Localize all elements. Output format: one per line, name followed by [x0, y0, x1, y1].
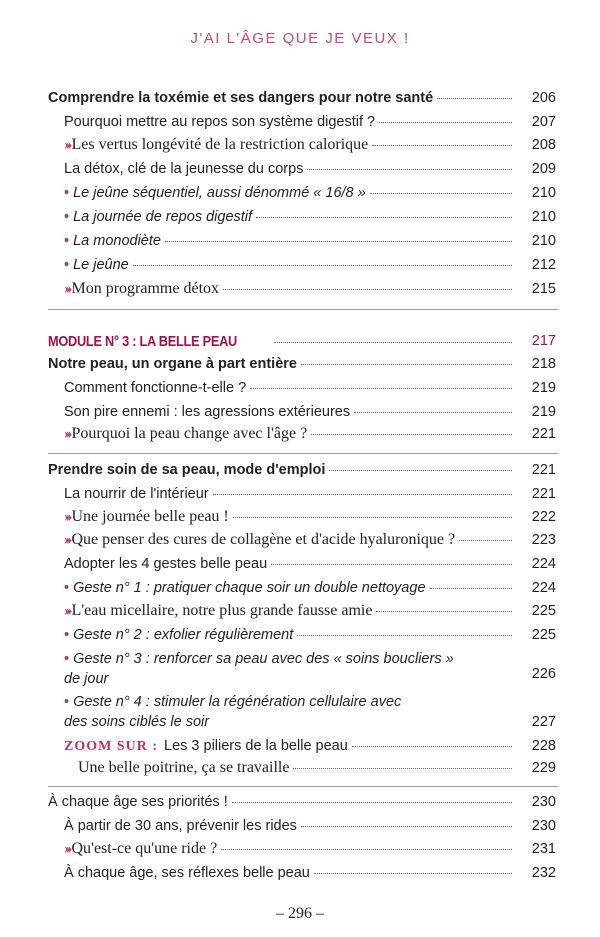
- toc-page-number: 215: [531, 281, 556, 297]
- section-divider: [48, 786, 558, 787]
- toc-entry[interactable]: [64, 161, 516, 177]
- toc-page-number: 210: [531, 233, 556, 249]
- toc-entry[interactable]: [64, 233, 516, 249]
- toc-entry[interactable]: [64, 486, 516, 502]
- page-number-footer: – 296 –: [276, 905, 324, 922]
- bullet-icon: •: [64, 209, 70, 225]
- toc-page-number: 219: [531, 404, 556, 420]
- toc-entry-title: À chaque âge ses priorités !: [48, 794, 228, 810]
- bullet-icon: •: [64, 185, 70, 201]
- toc-entry[interactable]: [64, 380, 516, 396]
- toc-page-number: 222: [531, 509, 556, 525]
- toc-entry-title: Les 3 piliers de la belle peau: [164, 738, 348, 754]
- toc-entry-title: Pourquoi la peau change avec l'âge ?: [71, 425, 308, 442]
- toc-page-number: 210: [531, 185, 556, 201]
- arrow-icon: ›››: [64, 841, 70, 857]
- section-divider: [48, 453, 558, 454]
- bullet-icon: •: [64, 257, 70, 273]
- toc-entry-module[interactable]: [48, 333, 516, 350]
- zoom-label: ZOOM SUR :: [64, 739, 158, 754]
- toc-entry-title: Pourquoi mettre au repos son système digestif ?: [64, 114, 376, 130]
- toc-entry-title: À partir de 30 ans, prévenir les rides: [64, 818, 297, 834]
- toc-entry-title: Geste n° 2 : exfolier régulièrement: [73, 627, 294, 643]
- toc-entry[interactable]: [64, 627, 516, 643]
- toc-page-number: 226: [531, 666, 556, 682]
- toc-entry[interactable]: [64, 280, 516, 298]
- toc-page-number: 209: [531, 161, 556, 177]
- section-divider: [48, 309, 558, 310]
- arrow-icon: ›››: [64, 509, 70, 525]
- toc-page-number: 229: [531, 760, 556, 776]
- toc-page-number: 230: [531, 794, 556, 810]
- toc-entry-title: À chaque âge, ses réflexes belle peau: [64, 865, 310, 881]
- bullet-icon: •: [64, 694, 70, 710]
- toc-entry-title: Une journée belle peau !: [71, 508, 229, 525]
- toc-page-number: 231: [531, 841, 556, 857]
- arrow-icon: ›››: [64, 426, 70, 442]
- toc-entry-title: La détox, clé de la jeunesse du corps: [64, 161, 304, 177]
- toc-entry-title: Le jeûne séquentiel, aussi dénommé « 16/8 »: [73, 185, 366, 201]
- toc-entry-title: Comment fonctionne-t-elle ?: [64, 380, 247, 396]
- toc-page-number: 206: [531, 90, 556, 106]
- bullet-icon: •: [64, 651, 70, 667]
- toc-page-number: 230: [531, 818, 556, 834]
- module-title: MODULE N° 3 : LA BELLE PEAU: [48, 333, 238, 350]
- toc-page-number: 207: [531, 114, 556, 130]
- toc-entry[interactable]: [78, 759, 516, 777]
- toc-page-number: 221: [531, 426, 556, 442]
- toc-entry-title: La journée de repos digestif: [73, 209, 253, 225]
- toc-entry-title-continued: des soins ciblés le soir: [64, 714, 210, 730]
- toc-entry[interactable]: [64, 818, 516, 834]
- toc-entry-title: Mon programme détox: [71, 280, 220, 297]
- toc-entry[interactable]: [64, 556, 516, 572]
- bullet-icon: •: [64, 233, 70, 249]
- toc-entry-title: Qu'est-ce qu'une ride ?: [71, 840, 218, 857]
- toc-page-number: 232: [531, 865, 556, 881]
- toc-entry[interactable]: [64, 738, 516, 755]
- toc-entry-title: Notre peau, un organe à part entière: [48, 356, 297, 372]
- toc-entry-title: La monodiète: [73, 233, 161, 249]
- toc-entry[interactable]: [64, 209, 516, 225]
- toc-entry[interactable]: [64, 185, 516, 201]
- toc-entry[interactable]: [48, 90, 516, 106]
- toc-page-number: 221: [531, 486, 556, 502]
- toc-page-number: 225: [531, 627, 556, 643]
- toc-page-number: 221: [531, 462, 556, 478]
- bullet-icon: •: [64, 580, 70, 596]
- toc-page-number: 225: [531, 603, 556, 619]
- toc-page-number: 224: [531, 556, 556, 572]
- toc-entry[interactable]: [64, 257, 516, 273]
- toc-page-number: 224: [531, 580, 556, 596]
- toc-entry[interactable]: [48, 462, 516, 478]
- toc-entry-title: La nourrir de l'intérieur: [64, 486, 209, 502]
- toc-entry-title: Les vertus longévité de la restriction calorique: [71, 136, 369, 153]
- toc-entry-title: Prendre soin de sa peau, mode d'emploi: [48, 462, 326, 478]
- toc-entry[interactable]: [64, 840, 516, 858]
- toc-entry[interactable]: [64, 865, 516, 881]
- toc-entry[interactable]: [64, 580, 516, 596]
- toc-page-number: 223: [531, 532, 556, 548]
- bullet-icon: •: [64, 627, 70, 643]
- arrow-icon: ›››: [64, 281, 70, 297]
- toc-entry-title: Une belle poitrine, ça se travaille: [78, 759, 290, 776]
- arrow-icon: ›››: [64, 603, 70, 619]
- toc-entry[interactable]: [64, 425, 516, 443]
- toc-page-number: 228: [531, 738, 556, 754]
- toc-entry-title: Son pire ennemi : les agressions extérieures: [64, 404, 351, 420]
- toc-entry[interactable]: [64, 114, 516, 130]
- toc-page-number: 210: [531, 209, 556, 225]
- toc-page-number: 212: [531, 257, 556, 273]
- toc-entry-continuation[interactable]: [64, 671, 516, 687]
- toc-entry-title-continued: de jour: [64, 671, 109, 687]
- toc-entry-title: Geste n° 4 : stimuler la régénération cellulaire avec: [73, 694, 402, 710]
- toc-entry[interactable]: [64, 531, 516, 549]
- toc-page-number: 227: [531, 714, 556, 730]
- arrow-icon: ›››: [64, 532, 70, 548]
- toc-entry-title: Geste n° 3 : renforcer sa peau avec des « soins boucliers »: [73, 651, 454, 667]
- toc-entry[interactable]: [64, 136, 516, 154]
- toc-page-number: 208: [531, 137, 556, 153]
- toc-entry-title: Le jeûne: [73, 257, 129, 273]
- toc-entry-title: Geste n° 1 : pratiquer chaque soir un double nettoyage: [73, 580, 426, 596]
- toc-page-number: 219: [531, 380, 556, 396]
- toc-entry[interactable]: [64, 404, 516, 420]
- toc-entry[interactable]: [64, 651, 516, 667]
- arrow-icon: ›››: [64, 137, 70, 153]
- toc-entry-title: Comprendre la toxémie et ses dangers pour notre santé: [48, 90, 434, 106]
- toc-entry-title: L'eau micellaire, notre plus grande fausse amie: [71, 602, 373, 619]
- toc-page-number: 218: [531, 356, 556, 372]
- toc-entry[interactable]: [64, 602, 516, 620]
- toc-page-number: 217: [531, 333, 556, 349]
- toc-entry[interactable]: [48, 356, 516, 372]
- toc-entry[interactable]: [64, 694, 516, 710]
- toc-entry-title: Que penser des cures de collagène et d'acide hyaluronique ?: [71, 531, 456, 548]
- toc-entry[interactable]: [48, 794, 516, 810]
- toc-entry-title: Adopter les 4 gestes belle peau: [64, 556, 268, 572]
- toc-entry-continuation[interactable]: [64, 714, 516, 730]
- toc-entry[interactable]: [64, 508, 516, 526]
- running-header: J'AI L'ÂGE QUE JE VEUX !: [190, 30, 410, 47]
